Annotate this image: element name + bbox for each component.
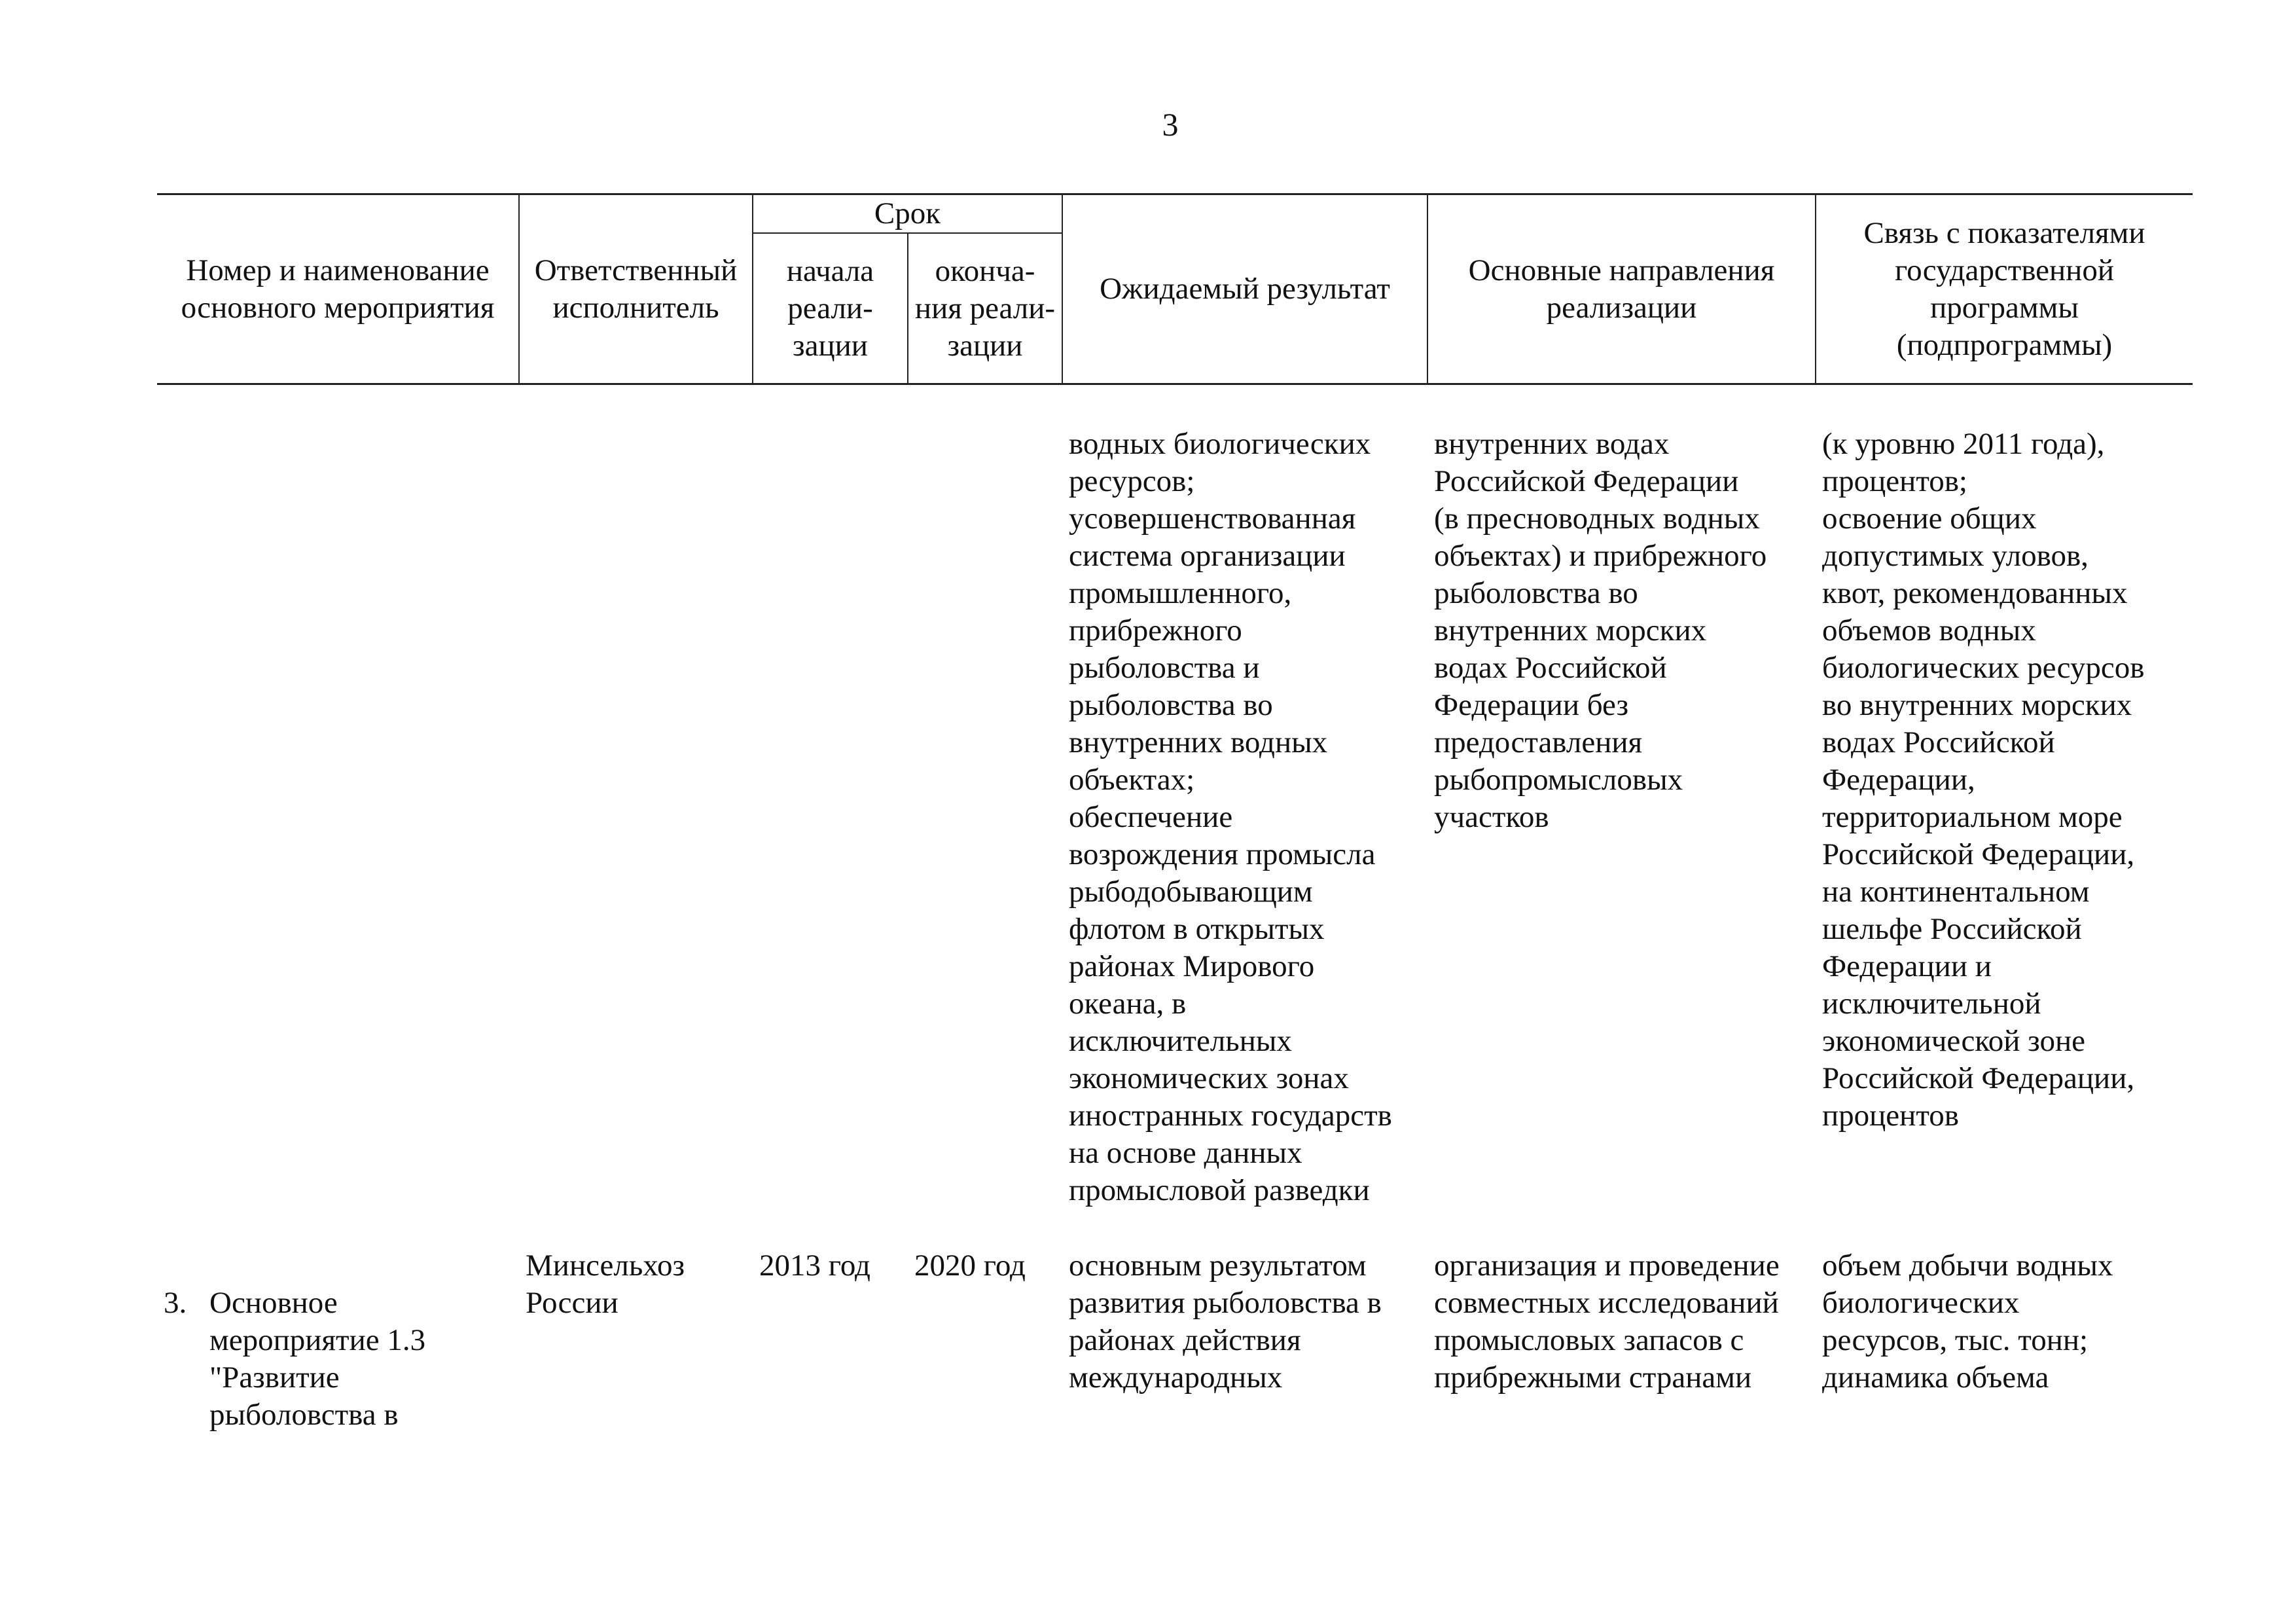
- header-executor: Ответственный исполнитель: [519, 194, 753, 384]
- row-number: 3.: [164, 1286, 187, 1320]
- header-end: оконча- ния реали- зации: [908, 233, 1062, 384]
- page-number: 3: [1162, 106, 1179, 143]
- cell-result: основным результатом развития рыболовства в районах действия международных: [1069, 1249, 1382, 1395]
- cell-directions: организация и проведение совместных исследований промысловых запасов с прибрежными странами: [1434, 1249, 1780, 1395]
- cell-name: [157, 384, 519, 1248]
- cell-start: [753, 384, 908, 1248]
- cell-name: [157, 1247, 519, 1471]
- cell-end: 2020 год: [914, 1249, 1026, 1283]
- header-directions: Основные направления реализации: [1427, 194, 1816, 384]
- header-result: Ожидаемый результат: [1062, 194, 1427, 384]
- header-indicators: Связь с показателями государственной программы (подпрограммы): [1816, 194, 2193, 384]
- header-start: начала реали- зации: [753, 233, 908, 384]
- cell-executor: [519, 384, 753, 1248]
- cell-indicators: (к уровню 2011 года), процентов; освоение общих допустимых уловов, квот, рекомендованных объемов водных биологических ресурсов во внутренних морских водах Российской Федерации, территориальном море Российской Федерации, на континентальном шельфе Российской Федерации и исключительной экономической зоне Российской Федерации, процентов: [1822, 427, 2145, 1133]
- table-row: [157, 1247, 2193, 1471]
- table-header-row: [157, 194, 2193, 234]
- measures-table: [157, 193, 2193, 1471]
- cell-end: [908, 384, 1062, 1248]
- cell-start: 2013 год: [759, 1249, 870, 1283]
- cell-result: водных биологических ресурсов; усовершенствованная система организации промышленного, прибрежного рыболовства и рыболовства во внутренних водных объектах; обеспечение возрождения промысла рыбодобывающим флотом в открытых районах Мирового океана, в исключительных экономических зонах иностранных государств на основе данных промысловой разведки: [1069, 427, 1392, 1207]
- table-row: [157, 384, 2193, 1248]
- cell-directions: внутренних водах Российской Федерации (в пресноводных водных объектах) и прибрежного рыболовства во внутренних морских водах Российской Федерации без предоставления рыбопромысловых участков: [1434, 427, 1767, 834]
- cell-indicators: объем добычи водных биологических ресурсов, тыс. тонн; динамика объема: [1822, 1249, 2113, 1395]
- header-name: Номер и наименование основного мероприятия: [157, 194, 519, 384]
- header-term: Срок: [753, 194, 1062, 234]
- cell-executor: Минсельхоз России: [526, 1249, 685, 1320]
- row-name: Основное мероприятие 1.3 "Развитие рыболовства в: [209, 1286, 426, 1432]
